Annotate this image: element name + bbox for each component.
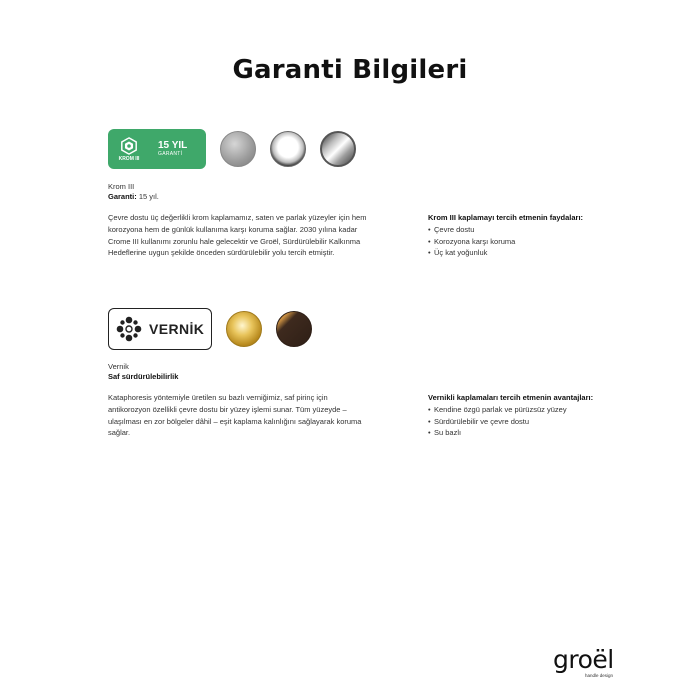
krom-guarantee xyxy=(108,192,628,202)
vernik-description: Kataphoresis yöntemiyle üretilen su bazlı verniğimiz, saf pirinç için antikorozyon özellikli çevre dostu bir yüzey işlemi sunar. Tüm yüzeyde – ulaşılması en zor bölgeler dâhil – eşit kaplama kalınlığını sağlayarak koruma sağlar. xyxy=(108,393,362,438)
polished-chrome-swatch xyxy=(270,131,306,167)
krom-logo xyxy=(114,137,144,162)
list-item: • Üç kat yoğunluk xyxy=(428,247,628,259)
vernik-benefits-title: Vernikli kaplamaları tercih etmenin avantajları: xyxy=(428,393,594,403)
krom-benefits xyxy=(428,212,628,259)
vernik-meta xyxy=(108,362,628,382)
mixed-chrome-swatch xyxy=(320,131,356,167)
vernik-name: Vernik xyxy=(108,362,129,371)
vernik-badge-row xyxy=(108,308,628,350)
warranty-years xyxy=(158,141,187,157)
brand-logo xyxy=(553,647,623,678)
krom-columns xyxy=(108,212,628,259)
satin-chrome-swatch xyxy=(220,131,256,167)
guarantee-value: 15 yıl. xyxy=(136,192,159,202)
vernik-badge xyxy=(108,308,212,350)
krom-benefits-list xyxy=(428,224,628,259)
vernik-benefits-list xyxy=(428,404,628,439)
hexagon-logo-icon xyxy=(120,137,138,155)
polished-brass-swatch xyxy=(226,311,262,347)
krom-logo-label: KROM III xyxy=(118,155,140,162)
list-item: • Sürdürülebilir ve çevre dostu xyxy=(428,416,628,428)
krom-meta xyxy=(108,182,628,202)
page-title: Garanti Bilgileri xyxy=(232,55,468,85)
krom-name: Krom III xyxy=(108,182,135,191)
krom-iii-badge xyxy=(108,129,206,169)
bronze-brass-swatch xyxy=(276,311,312,347)
krom-benefits-title: Krom III kaplamayı tercih etmenin faydaları: xyxy=(428,213,584,223)
krom-badge-row xyxy=(108,128,628,170)
list-item: • Su bazlı xyxy=(428,427,628,439)
vernik-subtitle-text: Saf sürdürülebilirlik xyxy=(108,372,179,382)
list-item: • Kendine özgü parlak ve pürüzsüz yüzey xyxy=(428,404,628,416)
vernik-section xyxy=(108,308,628,439)
warranty-label: GARANTİ xyxy=(158,151,183,157)
warranty-years-value: 15 YIL xyxy=(158,140,188,151)
vernik-subtitle xyxy=(108,372,628,382)
vernik-columns xyxy=(108,392,628,439)
list-item: • Çevre dostu xyxy=(428,224,628,236)
vernik-benefits xyxy=(428,392,628,439)
molecule-icon xyxy=(115,315,143,343)
guarantee-label: Garanti: xyxy=(108,192,137,202)
krom-description: Çevre dostu üç değerlikli krom kaplamamız, saten ve parlak yüzeyler için hem korozyona hem de günlük kullanıma karşı koruma sağlar. 2030 yılına kadar Crome III kullanımı zorunlu hale gelecektir ve Groël, Sürdürülebilir Kalkınma Hedeflerine uygun şekilde önceden sürdürülebilir yolu tercih etmiştir. xyxy=(108,213,367,258)
brand-tagline: handle design xyxy=(585,673,614,678)
krom-section xyxy=(108,128,628,259)
brand-name: groël xyxy=(553,645,614,674)
list-item: • Korozyona karşı koruma xyxy=(428,236,628,248)
vernik-badge-label: VERNİK xyxy=(149,321,205,337)
